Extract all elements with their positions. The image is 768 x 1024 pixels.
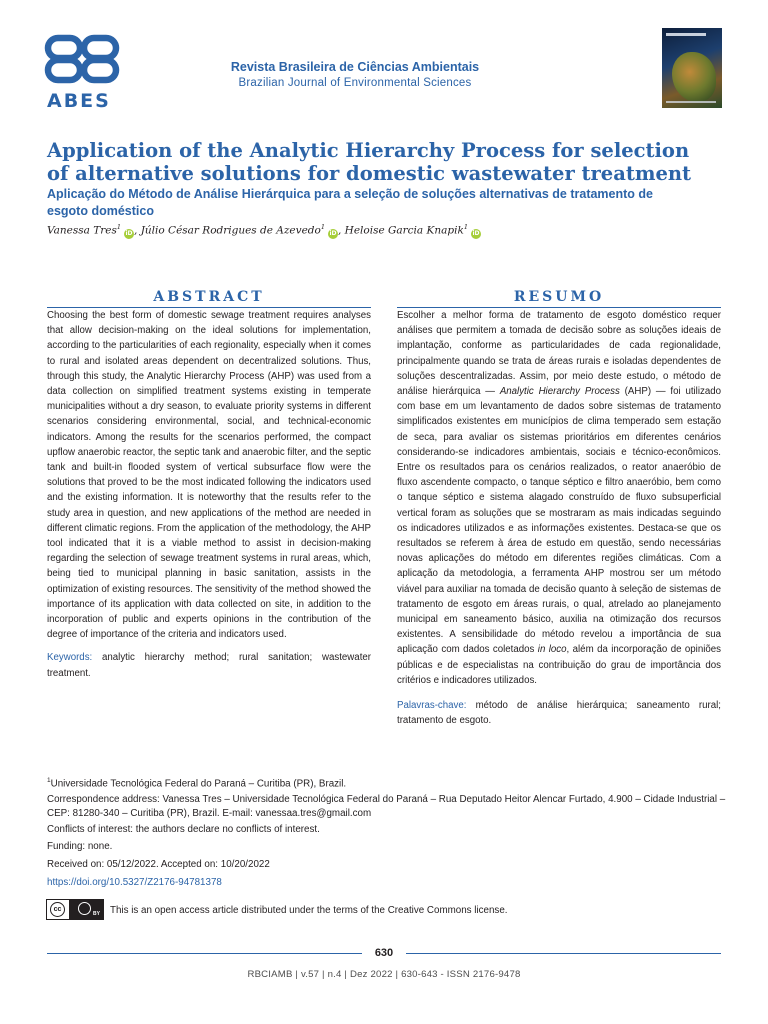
logo-text: ABES bbox=[47, 90, 111, 112]
affiliation-text: Universidade Tecnológica Federal do Paraná – Curitiba (PR), Brazil. bbox=[50, 778, 347, 790]
keywords bbox=[47, 650, 371, 680]
journal-name-pt: Revista Brasileira de Ciências Ambientais bbox=[230, 60, 480, 74]
resumo-text-part: , além da incorporação de opiniões públicas e de especialistas na contribuição do grau de importância dos critérios e indicadores utilizados. bbox=[397, 644, 721, 686]
palavras-chave-text: método de análise hierárquica; saneamento rural; tratamento de esgoto. bbox=[397, 700, 721, 727]
page-number: 630 bbox=[374, 947, 394, 959]
affiliation-sup: 1 bbox=[47, 777, 51, 784]
resumo-section bbox=[397, 308, 721, 728]
abstract-section bbox=[47, 308, 371, 681]
author-affiliation: 1 bbox=[463, 223, 468, 231]
article-title: Application of the Analytic Hierarchy Process for selection of alternative solutions for domestic wastewater treatment bbox=[47, 139, 692, 185]
by-person-icon bbox=[78, 902, 91, 915]
abstract-text: Choosing the best form of domestic sewage treatment requires analyses that allow decision-making on the ideal solutions for implementation, according to the particularities of each regionality, especially when it comes to rural and isolated areas dependent on decentralized solutions. Thus, through this study, the Analytic Hierarchy Process (AHP) was used from a data collection on simplified treatment systems existing in temperate municipalities without a dry season, to evaluate priority systems in different scenarios considering environmental, social, and technical-economic indicators. Among the results for the scenarios performed, the compact upflow anaerobic reactor, the septic tank and anaerobic filter, and the septic tank and built-in flooded system of vertical subsurface flow were the solutions that proved to be the most indicated following the indicators used and the existing information. It is noteworthy that the results refer to the study area in question, and new applications of the method are needed in different climatic regions. From the application of the methodology, the AHP tool indicated that it is a viable method to assist in decision-making regarding the selection of sewage treatment systems in rural areas, which, being tied to municipal planning in basic sanitation, assists in the optimization of existing resources. The sensitivity of the method showed the importance of its application with data collected on site, in addition to the incorporation of public and experts opinions in the contribution of the degree of importance of the criteria and indicators used. bbox=[47, 310, 371, 641]
by-label: BY bbox=[93, 911, 100, 917]
doi-note bbox=[47, 876, 727, 890]
author-name: Júlio César Rodrigues de Azevedo bbox=[140, 224, 321, 237]
palavras-chave bbox=[397, 698, 721, 728]
cc-by-badge[interactable] bbox=[46, 899, 104, 920]
abstract-heading: ABSTRACT bbox=[153, 289, 265, 305]
orcid-icon[interactable]: iD bbox=[125, 229, 133, 237]
author-affiliation: 1 bbox=[320, 223, 325, 231]
abes-logo-mark bbox=[44, 34, 122, 86]
resumo-text-part: (AHP) — foi utilizado com base em um levantamento de dados sobre sistemas de tratamento simplificados existentes em municípios de clima temperado sem estação de seca, para avaliar os sistemas prioritários em diferentes cenários considerando-se indicadores ambientais, sociais e técnico-econômicos. Entre os resultados para os cenários realizados, o reator anaeróbio de fluxo ascendente compacto, o tanque séptico e filtro anaeróbio, bem como o tanque séptico e sistema alagado construído de fluxo subsuperficial vertical foram as soluções que se mostraram as mais indicadas seguindo os indicadores utilizados e as informações existentes. Destaca-se que os resultados se referem à área de estudo em questão, sendo necessárias novas aplicações do método em diferentes regiões climáticas. Com a aplicação da metodologia, a ferramenta AHP mostrou ser um método viável para auxiliar na tomada de decisão quanto à seleção de sistemas de tratamento de esgoto em áreas rurais, o qual, atrelado ao planejamento municipal em saneamento básico, auxilia na otimização dos recursos existentes. A sensibilidade do método revelou a importância de sua aplicação com dados coletados bbox=[397, 386, 721, 656]
license-text: This is an open access article distributed under the terms of the Creative Commons license. bbox=[110, 905, 508, 916]
resumo-text-italic: in loco bbox=[537, 644, 567, 656]
abes-logo bbox=[44, 34, 124, 112]
journal-cover-thumbnail bbox=[662, 28, 722, 108]
keywords-text: analytic hierarchy method; rural sanitation; wastewater treatment. bbox=[47, 652, 371, 679]
conflicts-of-interest: Conflicts of interest: the authors declare no conflicts of interest. bbox=[47, 824, 320, 835]
resumo-text bbox=[397, 308, 721, 688]
cc-icon: cc bbox=[50, 902, 65, 917]
orcid-icon[interactable]: iD bbox=[329, 229, 337, 237]
resumo-heading: RESUMO bbox=[513, 289, 605, 305]
author-name: Vanessa Tres bbox=[47, 224, 117, 237]
resumo-text-part: Escolher a melhor forma de tratamento de esgoto doméstico requer análises que permitem a tomada de decisão sobre as soluções ideais de implantação, conforme as particularidades de cada regionalidade, principalmente quando se trata de áreas rurais e isoladas dependentes de soluções descentralizadas. Assim, por meio deste estudo, o método de análise hierárquica — bbox=[397, 310, 721, 398]
resumo-text-italic: Analytic Hierarchy Process bbox=[499, 386, 620, 398]
funding-note: Funding: none. bbox=[47, 841, 113, 852]
footer-rule-left bbox=[47, 953, 362, 954]
correspondence-address: Correspondence address: Vanessa Tres – Universidade Tecnológica Federal do Paraná – Rua Deputado Heitor Alencar Furtado, 4.900 – Cidade Industrial – CEP: 81280-340 – Curitiba (PR), Brazil. E-mail: vanessaa.tres@gmail.com bbox=[47, 794, 726, 819]
author-separator: , bbox=[337, 224, 345, 237]
journal-title bbox=[200, 60, 510, 89]
journal-name-en: Brazilian Journal of Environmental Sciences bbox=[238, 77, 472, 89]
affiliation-note bbox=[47, 774, 727, 791]
article-subtitle-pt: Aplicação do Método de Análise Hierárquica para a seleção de soluções alternativas de tratamento de esgoto doméstico bbox=[47, 187, 653, 218]
keywords-label: Keywords: bbox=[47, 652, 93, 664]
footer-rule-right bbox=[406, 953, 721, 954]
palavras-chave-label: Palavras-chave: bbox=[397, 700, 467, 712]
citation-footer: RBCIAMB | v.57 | n.4 | Dez 2022 | 630-643 - ISSN 2176-9478 bbox=[247, 969, 521, 980]
orcid-icon[interactable]: iD bbox=[472, 229, 480, 237]
author-separator: , bbox=[134, 224, 141, 237]
doi-link[interactable]: https://doi.org/10.5327/Z2176-94781378 bbox=[47, 877, 222, 888]
author-list bbox=[47, 223, 707, 239]
author-affiliation: 1 bbox=[116, 223, 121, 231]
dates-note: Received on: 05/12/2022. Accepted on: 10/20/2022 bbox=[47, 859, 270, 870]
author-name: Heloise Garcia Knapik bbox=[344, 224, 464, 237]
